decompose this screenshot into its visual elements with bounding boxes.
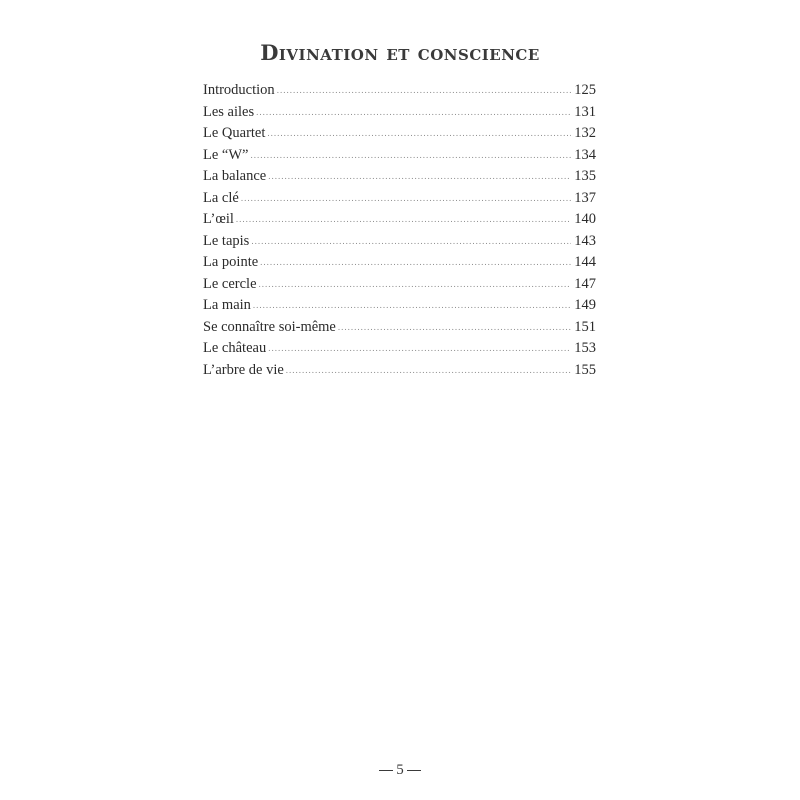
toc-entry-page: 147 [574, 275, 596, 292]
page-title: Divination et conscience [260, 40, 540, 65]
toc-entry [203, 252, 596, 274]
toc-entry [203, 209, 596, 231]
toc-entry [203, 231, 596, 253]
page-number: 5 [396, 762, 404, 778]
toc-entry [203, 274, 596, 296]
toc-entry-page: 149 [574, 297, 596, 313]
toc-entry-label: Le château [203, 340, 267, 356]
toc-entry-page: 125 [574, 82, 596, 98]
toc-entry-label: Le “W” [203, 146, 249, 163]
toc-entry-label: Les ailes [203, 103, 255, 120]
toc-entry [203, 166, 596, 188]
toc-entry-page: 155 [574, 361, 596, 378]
toc-entry-page: 140 [574, 211, 596, 227]
footer-dash-right [407, 770, 421, 771]
toc-entry-label: Le tapis [203, 232, 250, 249]
page-footer [0, 762, 800, 779]
toc-entry-label: La main [203, 297, 251, 313]
toc-dot-leader [268, 338, 571, 360]
toc-dot-leader [259, 274, 572, 296]
toc-dot-leader [268, 166, 571, 188]
toc-entry-label: L’œil [203, 211, 234, 227]
toc-entry [203, 80, 596, 102]
toc-entry [203, 295, 596, 317]
toc-dot-leader [267, 123, 571, 145]
toc-entry-page: 151 [574, 318, 596, 335]
footer-dash-left [379, 770, 393, 771]
toc-entry-label: La balance [203, 168, 267, 184]
toc-entry-label: Le Quartet [203, 125, 266, 141]
toc-dot-leader [251, 231, 571, 253]
toc-dot-leader [253, 295, 571, 317]
toc-entry-page: 144 [574, 254, 596, 270]
toc-entry [203, 188, 596, 210]
toc-dot-leader [338, 317, 571, 339]
toc-dot-leader [250, 145, 571, 167]
toc-dot-leader [256, 102, 571, 124]
toc-entry-page: 132 [574, 125, 596, 141]
toc-entry-label: La clé [203, 189, 239, 206]
toc-entry [203, 317, 596, 339]
toc-entry [203, 360, 596, 382]
toc-entry [203, 102, 596, 124]
toc-entry [203, 145, 596, 167]
toc-entry-page: 137 [574, 189, 596, 206]
table-of-contents [203, 80, 596, 381]
toc-dot-leader [277, 80, 572, 102]
toc-entry-label: Introduction [203, 82, 275, 98]
toc-entry-label: Se connaître soi-même [203, 318, 336, 335]
toc-entry-page: 131 [574, 103, 596, 120]
toc-entry-label: L’arbre de vie [203, 361, 284, 378]
toc-entry-page: 134 [574, 146, 596, 163]
toc-dot-leader [286, 360, 571, 382]
toc-entry-label: La pointe [203, 254, 259, 270]
toc-dot-leader [260, 252, 571, 274]
toc-dot-leader [241, 188, 571, 210]
toc-dot-leader [236, 209, 571, 231]
toc-entry [203, 338, 596, 360]
toc-entry-page: 143 [574, 232, 596, 249]
toc-entry [203, 123, 596, 145]
toc-entry-page: 135 [574, 168, 596, 184]
toc-entry-label: Le cercle [203, 275, 257, 292]
toc-entry-page: 153 [574, 340, 596, 356]
